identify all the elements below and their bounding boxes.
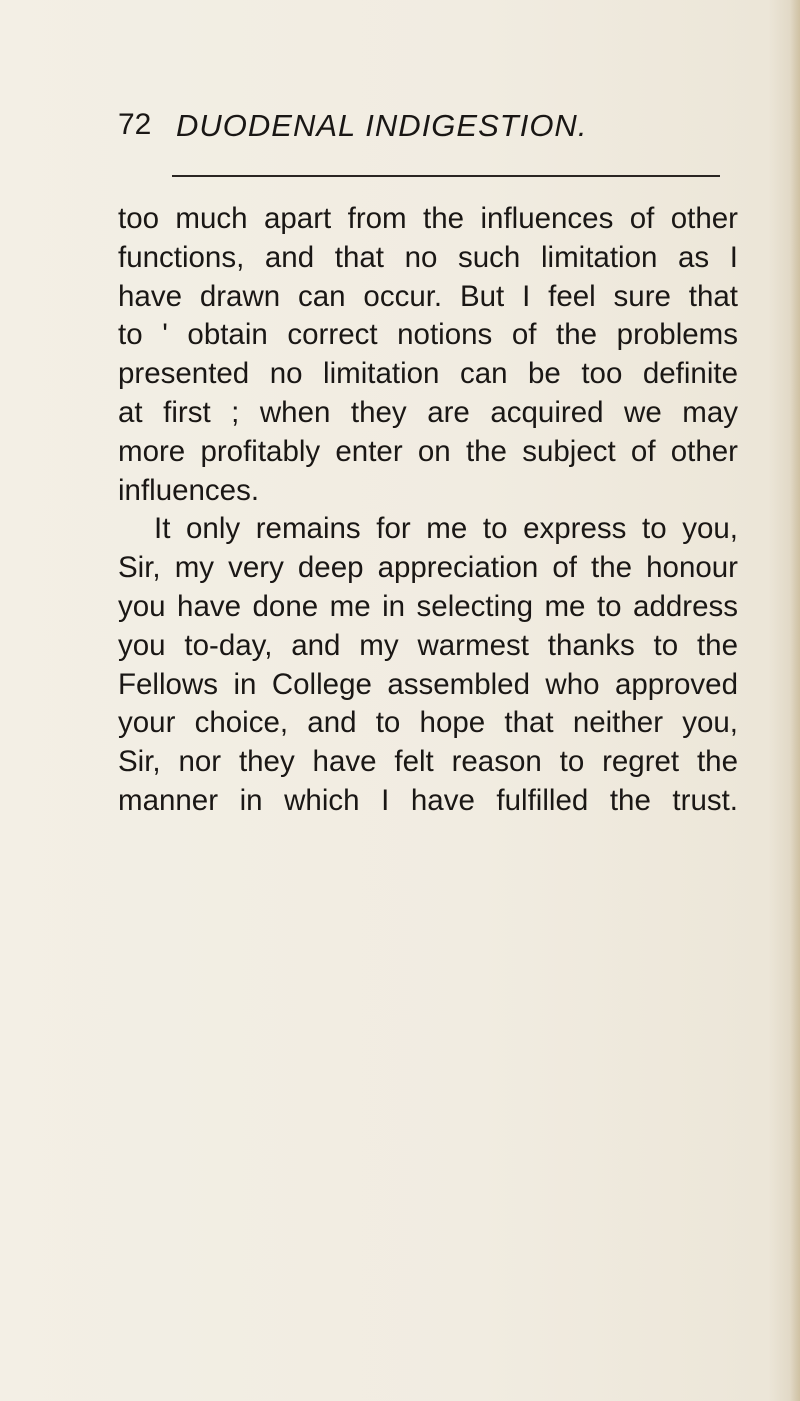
text-line: influences. (118, 473, 260, 507)
text-line: Sir, nor they have felt reason to regret the (118, 745, 738, 779)
text-line: at first ; when they are acquired we may (118, 395, 738, 429)
page-number: 72 (118, 108, 152, 141)
text-line: have drawn can occur. But I feel sure that (118, 279, 738, 313)
text-line: more profitably enter on the subject of other (118, 434, 738, 468)
text-line: Sir, my very deep appreciation of the honour (118, 551, 738, 585)
text-line: Fellows in College assembled who approved (118, 667, 738, 701)
header-rule (172, 175, 720, 177)
running-head: DUODENAL INDIGESTION. (176, 108, 588, 143)
text-line: manner in which I have fulfilled the trust. (118, 783, 738, 817)
text-line: to ' obtain correct notions of the problems (118, 318, 738, 352)
text-line: you to-day, and my warmest thanks to the (118, 628, 738, 662)
page-edge-shadow (790, 0, 800, 1401)
text-line: you have done me in selecting me to address (118, 589, 738, 623)
text-line: your choice, and to hope that neither you, (118, 706, 738, 740)
paragraph-start-line: It only remains for me to express to you, (154, 512, 738, 546)
page-header (118, 108, 718, 158)
text-line: functions, and that no such limitation as I (118, 240, 738, 274)
body-text (118, 200, 738, 821)
text-line: too much apart from the influences of other (118, 202, 738, 235)
text-line: presented no limitation can be too definite (118, 357, 738, 391)
